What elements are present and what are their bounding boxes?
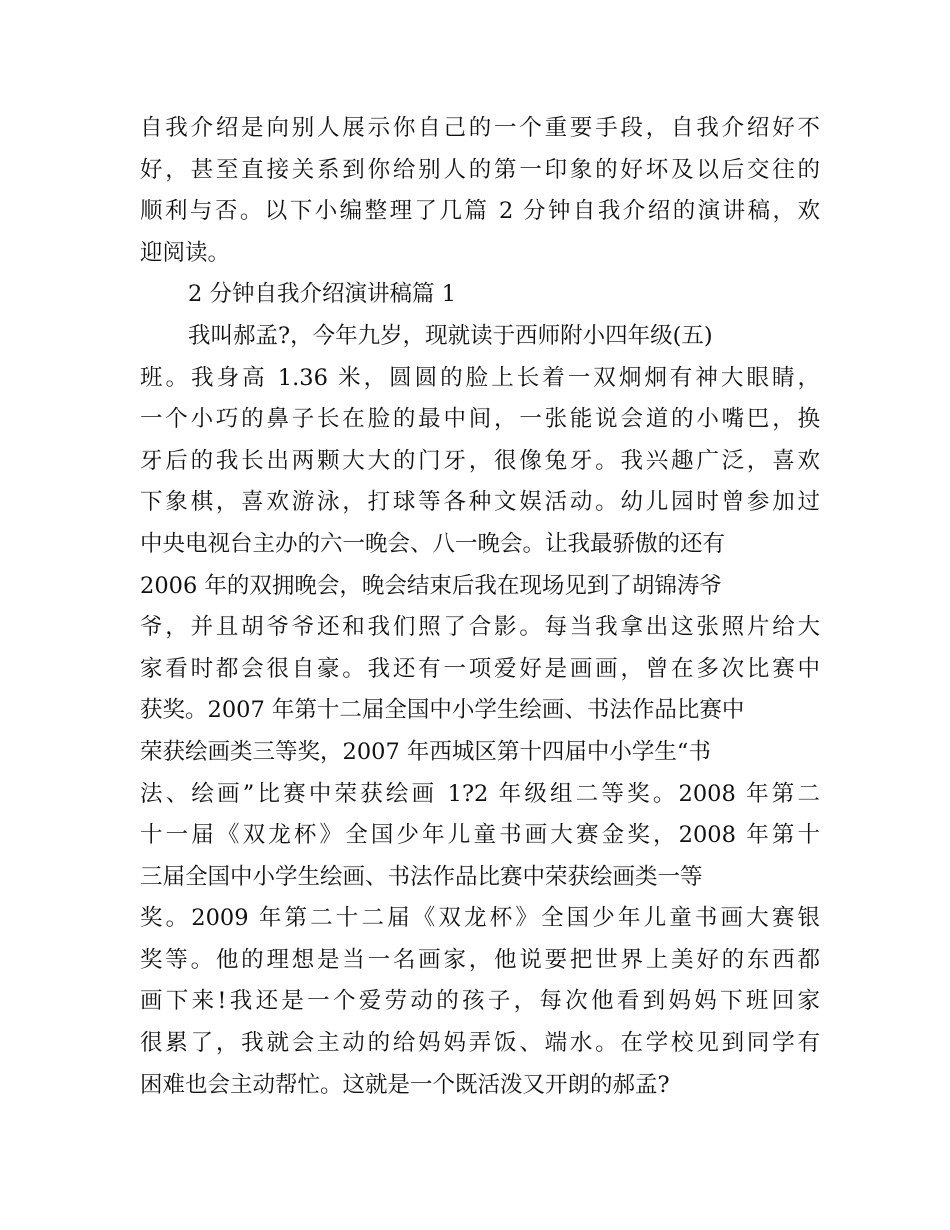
paragraph-line-1: 我叫郝孟?，今年九岁，现就读于西师附小四年级(五) [188, 322, 713, 349]
paragraph-line-11: 荣获绘画类三等奖，2007 年西城区第十四届中小学生“书 [140, 738, 711, 765]
paragraph-line-15: 奖。2009 年第二十二届《双龙杯》全国少年儿童书画大赛银 [140, 905, 820, 932]
intro-line-2: 好，甚至直接关系到你给别人的第一印象的好坏及以后交往的 [140, 156, 820, 183]
paragraph-line-17: 画下来!我还是一个爱劳动的孩子，每次他看到妈妈下班回家 [140, 988, 820, 1015]
paragraph-line-3: 一个小巧的鼻子长在脸的最中间，一张能说会道的小嘴巴，换 [140, 406, 820, 433]
paragraph-line-13: 十一届《双龙杯》全国少年儿童书画大赛金奖，2008 年第十 [140, 822, 820, 849]
paragraph-line-14: 三届全国中小学生绘画、书法作品比赛中荣获绘画类一等 [140, 863, 703, 890]
intro-line-4: 迎阅读。 [140, 239, 231, 266]
paragraph-line-18: 很累了，我就会主动的给妈妈弄饭、端水。在学校见到同学有 [140, 1030, 820, 1057]
intro-line-1: 自我介绍是向别人展示你自己的一个重要手段，自我介绍好不 [140, 115, 820, 141]
paragraph-line-2: 班。我身高 1.36 米，圆圆的脸上长着一双炯炯有神大眼睛， [140, 364, 820, 391]
paragraph-line-8: 爷，并且胡爷爷还和我们照了合影。每当我拿出这张照片给大 [140, 614, 820, 641]
paragraph-line-9: 家看时都会很自豪。我还有一项爱好是画画，曾在多次比赛中 [140, 655, 820, 682]
document-body [140, 108, 820, 1106]
paragraph-line-5: 下象棋，喜欢游泳，打球等各种文娱活动。幼儿园时曾参加过 [140, 489, 820, 516]
paragraph-line-7: 2006 年的双拥晚会，晚会结束后我在现场见到了胡锦涛爷 [140, 572, 722, 599]
paragraph-line-10: 获奖。2007 年第十二届全国中小学生绘画、书法作品比赛中 [140, 697, 745, 724]
paragraph-line-6: 中央电视台主办的六一晚会、八一晚会。让我最骄傲的还有 [140, 530, 726, 557]
paragraph-line-12: 法、绘画”比赛中荣获绘画 1?2 年级组二等奖。2008 年第二 [140, 780, 820, 807]
paragraph-line-16: 奖等。他的理想是当一名画家，他说要把世界上美好的东西都 [140, 946, 820, 973]
intro-line-3: 顺利与否。以下小编整理了几篇 2 分钟自我介绍的演讲稿，欢 [140, 198, 820, 225]
section-heading: 2 分钟自我介绍演讲稿篇 1 [188, 281, 456, 308]
paragraph-line-19: 困难也会主动帮忙。这就是一个既活泼又开朗的郝孟? [140, 1071, 670, 1098]
paragraph-line-4: 牙后的我长出两颗大大的门牙，很像兔牙。我兴趣广泛，喜欢 [140, 447, 820, 474]
